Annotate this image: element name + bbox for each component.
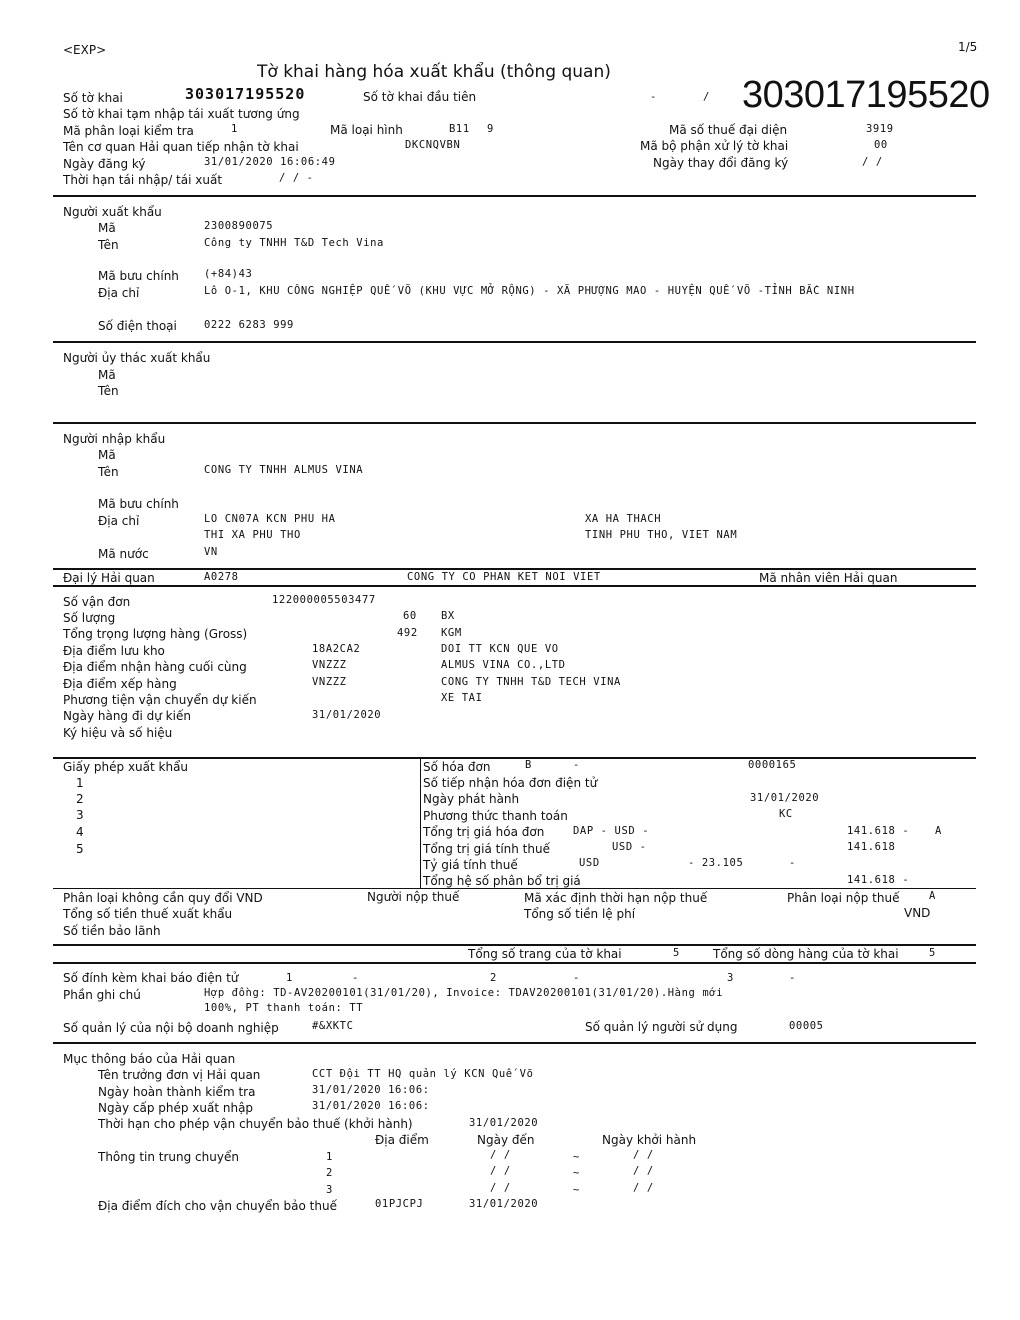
invoice-number-label: Số hóa đơn xyxy=(423,760,491,774)
exporter-phone: 0222 6283 999 xyxy=(204,319,294,331)
divider xyxy=(53,888,976,889)
agent-staff-label: Mã nhân viên Hải quan xyxy=(759,571,898,585)
attachment-label: Số đính kèm khai báo điện tử xyxy=(63,971,239,985)
transit-row-tilde: ~ xyxy=(573,1151,580,1163)
entrust-code-label: Mã xyxy=(98,368,116,382)
exchange-rate: - 23.105 xyxy=(688,857,744,869)
importer-section-label: Người nhập khẩu xyxy=(63,432,166,446)
e-invoice-label: Số tiếp nhận hóa đơn điện tử xyxy=(423,776,598,790)
exporter-name-label: Tên xyxy=(98,238,119,252)
internal-ref: #&XKTC xyxy=(312,1020,354,1032)
permit-row: 2 xyxy=(76,792,84,806)
permit-row: 5 xyxy=(76,842,84,856)
importer-address-label: Địa chỉ xyxy=(98,514,140,528)
importer-name-label: Tên xyxy=(98,465,119,479)
invoice-total-terms: DAP - USD - xyxy=(573,825,650,837)
notes-line-2: 100%, PT thanh toán: TT xyxy=(204,1002,364,1014)
transit-row-tilde: ~ xyxy=(573,1167,580,1179)
transport-label: Phương tiện vận chuyển dự kiến xyxy=(63,693,257,707)
processing-unit-value: 00 xyxy=(874,139,888,151)
customs-section-label: Mục thông báo của Hải quan xyxy=(63,1052,236,1066)
export-permit-label: Giấy phép xuất khẩu xyxy=(63,760,189,774)
page-title: Tờ khai hàng hóa xuất khẩu (thông quan) xyxy=(257,62,611,82)
importer-address-4: TINH PHU THO, VIET NAM xyxy=(585,529,738,541)
attachment-1: 1 xyxy=(286,972,293,984)
permit-date: 31/01/2020 16:06: xyxy=(312,1100,430,1112)
transit-row-arrival: / / xyxy=(490,1182,511,1194)
attachment-2: 2 xyxy=(490,972,497,984)
customs-office-value: DKCNQVBN xyxy=(405,139,461,151)
invoice-total-flag: A xyxy=(935,825,942,837)
attachment-dash: - xyxy=(352,972,359,984)
export-tax-total-label: Tổng số tiền thuế xuất khẩu xyxy=(63,907,233,921)
importer-address-2: XA HA THACH xyxy=(585,513,662,525)
tax-deadline-code-label: Mã xác định thời hạn nộp thuế xyxy=(524,891,708,905)
inspection-done: 31/01/2020 16:06: xyxy=(312,1084,430,1096)
registration-change-value: / / xyxy=(862,156,883,168)
payment-method-label: Phương thức thanh toán xyxy=(423,809,568,823)
exporter-phone-label: Số điện thoại xyxy=(98,319,177,333)
divider xyxy=(53,962,976,964)
importer-address-3: THI XA PHU THO xyxy=(204,529,301,541)
bill-of-lading: 122000005503477 xyxy=(272,594,376,606)
attachment-3: 3 xyxy=(727,972,734,984)
registration-date-value: 31/01/2020 16:06:49 xyxy=(204,156,336,168)
exporter-address: Lô O-1, KHU CÔNG NGHIỆP QUẾ VÕ (KHU VỰC MỞ RỘNG) - XÃ PHƯỢNG MAO - HUYỆN QUẾ VÕ -TỈNH BẮC NINH xyxy=(204,285,855,297)
agent-name: CONG TY CO PHAN KET NOI VIET xyxy=(407,571,601,583)
exchange-rate-dash: - xyxy=(789,857,796,869)
final-delivery-name: ALMUS VINA CO.,LTD xyxy=(441,659,566,671)
first-declaration-label: Số tờ khai đầu tiên xyxy=(363,90,477,104)
transit-row-no: 3 xyxy=(326,1184,333,1196)
divider xyxy=(53,585,976,587)
total-lines: 5 xyxy=(929,947,936,959)
issue-date-label: Ngày phát hành xyxy=(423,792,520,806)
fee-total-unit: VND xyxy=(904,906,931,920)
importer-name: CONG TY TNHH ALMUS VINA xyxy=(204,464,364,476)
total-pages-label: Tổng số trang của tờ khai xyxy=(468,947,622,961)
column-divider xyxy=(420,758,421,888)
invoice-dash: - xyxy=(573,759,580,771)
internal-ref-label: Số quản lý của nội bộ doanh nghiệp xyxy=(63,1021,279,1035)
reimport-deadline-label: Thời hạn tái nhập/ tái xuất xyxy=(63,173,223,187)
exporter-code-label: Mã xyxy=(98,221,116,235)
bonded-destination-label: Địa điểm đích cho vận chuyển bảo thuế xyxy=(98,1199,337,1213)
permit-date-label: Ngày cấp phép xuất nhập xyxy=(98,1101,254,1115)
type-code-value: B11 xyxy=(449,123,470,135)
temp-import-label: Số tờ khai tạm nhập tái xuất tương ứng xyxy=(63,107,300,121)
agent-code: A0278 xyxy=(204,571,239,583)
importer-country: VN xyxy=(204,546,218,558)
gross-weight-unit: KGM xyxy=(441,627,462,639)
exporter-postal-label: Mã bưu chính xyxy=(98,269,179,283)
tax-payment-type: A xyxy=(929,890,936,902)
final-delivery-label: Địa điểm nhận hàng cuối cùng xyxy=(63,660,247,674)
importer-country-label: Mã nước xyxy=(98,547,149,561)
col-arrival: Ngày đến xyxy=(477,1133,535,1147)
user-ref-label: Số quản lý người sử dụng xyxy=(585,1020,738,1034)
issue-date: 31/01/2020 xyxy=(750,792,820,804)
bonded-deadline: 31/01/2020 xyxy=(469,1117,539,1129)
inspection-done-label: Ngày hoàn thành kiểm tra xyxy=(98,1085,256,1099)
type-code-label: Mã loại hình xyxy=(330,123,403,137)
quantity: 60 xyxy=(403,610,417,622)
bonded-destination: 01PJCPJ xyxy=(375,1198,424,1210)
transit-row-no: 2 xyxy=(326,1167,333,1179)
rep-tax-code-value: 3919 xyxy=(866,123,894,135)
unit-head: CCT Đội TT HQ quản lý KCN Quế Võ xyxy=(312,1068,534,1080)
importer-postal-label: Mã bưu chính xyxy=(98,497,179,511)
marks-label: Ký hiệu và số hiệu xyxy=(63,726,173,740)
exporter-address-label: Địa chỉ xyxy=(98,286,140,300)
loading-place-label: Địa điểm xếp hàng xyxy=(63,677,177,691)
allocation-total-label: Tổng hệ số phân bổ trị giá xyxy=(423,874,581,888)
first-declaration-value: - xyxy=(650,91,657,103)
departure-date: 31/01/2020 xyxy=(312,709,382,721)
rep-tax-code-label: Mã số thuế đại diện xyxy=(669,123,788,137)
exchange-rate-currency: USD xyxy=(579,857,600,869)
importer-address-1: LO CN07A KCN PHU HA xyxy=(204,513,336,525)
unit-head-label: Tên trưởng đơn vị Hải quan xyxy=(98,1068,261,1082)
guarantee-label: Số tiền bảo lãnh xyxy=(63,924,161,938)
storage-location-label: Địa điểm lưu kho xyxy=(63,644,165,658)
tax-payment-type-label: Phân loại nộp thuế xyxy=(787,891,900,905)
user-ref: 00005 xyxy=(789,1020,824,1032)
exporter-name: Công ty TNHH T&D Tech Vina xyxy=(204,237,384,249)
transit-row-departure: / / xyxy=(633,1165,654,1177)
first-declaration-slash: / xyxy=(703,91,710,103)
transport: XE TAI xyxy=(441,692,483,704)
registration-change-label: Ngày thay đổi đăng ký xyxy=(653,156,789,170)
inspection-type-label: Mã phân loại kiểm tra xyxy=(63,124,194,138)
entrust-name-label: Tên xyxy=(98,384,119,398)
reimport-deadline-value: / / - xyxy=(279,172,314,184)
fee-total-label: Tổng số tiền lệ phí xyxy=(524,907,636,921)
processing-unit-label: Mã bộ phận xử lý tờ khai xyxy=(640,139,789,153)
big-declaration-number: 303017195520 xyxy=(742,74,990,116)
taxable-value-currency: USD - xyxy=(612,841,647,853)
attachment-dash: - xyxy=(573,972,580,984)
taxable-value-label: Tổng trị giá tính thuế xyxy=(423,842,550,856)
declaration-number: 303017195520 xyxy=(185,85,306,103)
final-delivery-code: VNZZZ xyxy=(312,659,347,671)
bill-of-lading-label: Số vận đơn xyxy=(63,595,131,609)
divider xyxy=(53,944,976,946)
bonded-destination-date: 31/01/2020 xyxy=(469,1198,539,1210)
payment-method: KC xyxy=(779,808,793,820)
allocation-total: 141.618 - xyxy=(847,874,910,886)
storage-location-name: DOI TT KCN QUE VO xyxy=(441,643,559,655)
attachment-dash: - xyxy=(789,972,796,984)
taxpayer-label: Người nộp thuế xyxy=(367,890,460,904)
quantity-label: Số lượng xyxy=(63,611,116,625)
entrust-section-label: Người ủy thác xuất khẩu xyxy=(63,351,211,365)
importer-code-label: Mã xyxy=(98,448,116,462)
registration-date-label: Ngày đăng ký xyxy=(63,157,146,171)
total-pages: 5 xyxy=(673,947,680,959)
exp-tag: <EXP> xyxy=(63,43,107,57)
bonded-deadline-label: Thời hạn cho phép vận chuyển bảo thuế (khởi hành) xyxy=(98,1117,413,1131)
storage-location-code: 18A2CA2 xyxy=(312,643,361,655)
transit-row-arrival: / / xyxy=(490,1165,511,1177)
permit-row: 4 xyxy=(76,825,84,839)
declaration-number-label: Số tờ khai xyxy=(63,91,123,105)
transit-label: Thông tin trung chuyển xyxy=(98,1150,239,1164)
exchange-rate-label: Tỷ giá tính thuế xyxy=(423,858,518,872)
invoice-total: 141.618 - xyxy=(847,825,910,837)
invoice-type: B xyxy=(525,759,532,771)
notes-label: Phần ghi chú xyxy=(63,988,141,1002)
transit-row-departure: / / xyxy=(633,1149,654,1161)
customs-office-label: Tên cơ quan Hải quan tiếp nhận tờ khai xyxy=(63,140,299,154)
departure-date-label: Ngày hàng đi dự kiến xyxy=(63,709,191,723)
gross-weight: 492 xyxy=(397,627,418,639)
quantity-unit: BX xyxy=(441,610,455,622)
total-lines-label: Tổng số dòng hàng của tờ khai xyxy=(713,947,899,961)
page-number: 1/5 xyxy=(958,40,978,54)
exporter-postal: (+84)43 xyxy=(204,268,253,280)
divider xyxy=(53,1042,976,1044)
divider xyxy=(53,195,976,197)
permit-row: 3 xyxy=(76,808,84,822)
transit-row-tilde: ~ xyxy=(573,1184,580,1196)
col-location: Địa điểm xyxy=(375,1133,429,1147)
gross-weight-label: Tổng trọng lượng hàng (Gross) xyxy=(63,627,248,641)
agent-label: Đại lý Hải quan xyxy=(63,571,155,585)
transit-row-no: 1 xyxy=(326,1151,333,1163)
col-departure: Ngày khởi hành xyxy=(602,1133,697,1147)
loading-place-name: CONG TY TNHH T&D TECH VINA xyxy=(441,676,621,688)
transit-row-arrival: / / xyxy=(490,1149,511,1161)
transit-row-departure: / / xyxy=(633,1182,654,1194)
no-vnd-conversion-label: Phân loại không cần quy đổi VND xyxy=(63,891,263,905)
type-code-value-2: 9 xyxy=(487,123,494,135)
permit-row: 1 xyxy=(76,776,84,790)
loading-place-code: VNZZZ xyxy=(312,676,347,688)
divider xyxy=(53,422,976,424)
inspection-type-value: 1 xyxy=(231,123,238,135)
exporter-section-label: Người xuất khẩu xyxy=(63,205,162,219)
exporter-code: 2300890075 xyxy=(204,220,274,232)
divider xyxy=(53,341,976,343)
notes-line-1: Hợp đồng: TD-AV20200101(31/01/20), Invoice: TDAV20200101(31/01/20).Hàng mới xyxy=(204,987,724,999)
invoice-total-label: Tổng trị giá hóa đơn xyxy=(423,825,545,839)
divider xyxy=(53,757,976,759)
invoice-number: 0000165 xyxy=(748,759,797,771)
taxable-value: 141.618 xyxy=(847,841,896,853)
